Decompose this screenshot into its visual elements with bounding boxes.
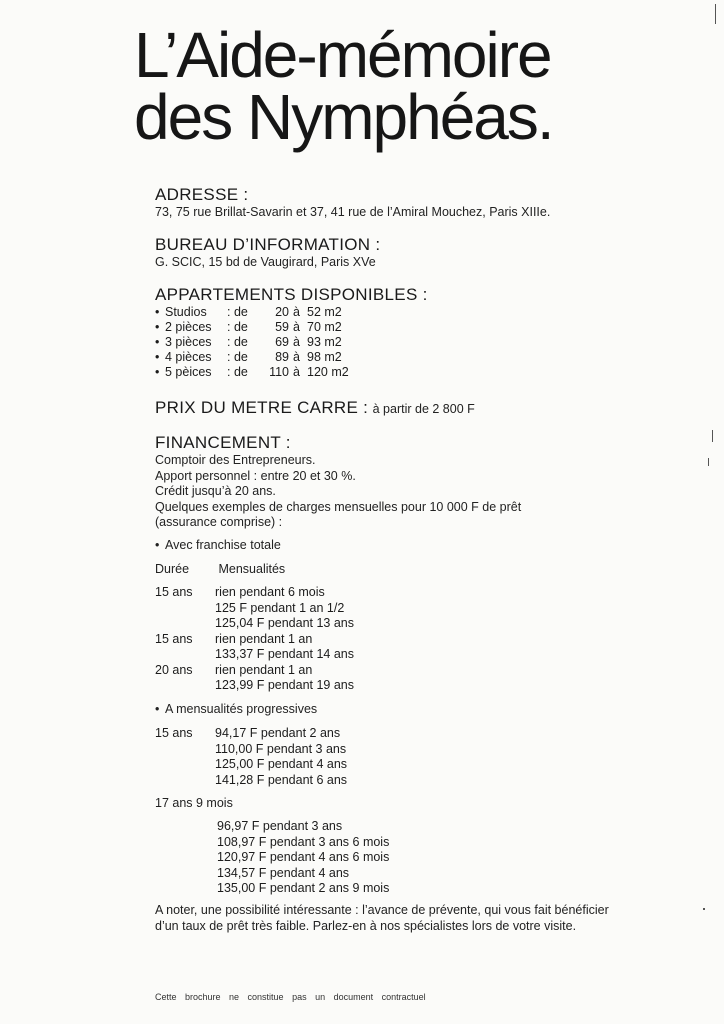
apartment-to-word: à (293, 335, 300, 349)
scan-mark (708, 458, 709, 466)
row-mensualite: 133,37 F pendant 14 ans (215, 647, 355, 661)
apartment-type: 3 pièces (165, 335, 212, 349)
apartment-item (155, 320, 428, 335)
table-row (155, 616, 354, 632)
apartment-from: 89 (275, 350, 289, 364)
prix-text: à partir de 2 800 F (372, 402, 475, 416)
scan-mark (712, 430, 713, 442)
table-row (155, 585, 354, 601)
table-row: 108,97 F pendant 3 ans 6 mois (217, 834, 390, 849)
apartment-from: 20 (275, 305, 289, 319)
apartment-item (155, 350, 428, 365)
apartment-type: 4 pièces (165, 350, 212, 364)
adresse-heading: ADRESSE : (155, 185, 249, 204)
apartment-item (155, 335, 428, 350)
row-mensualite: rien pendant 1 an (215, 631, 313, 646)
table-row: 120,97 F pendant 4 ans 6 mois (217, 850, 390, 864)
apartment-item (155, 305, 428, 320)
financement-intro (155, 453, 521, 531)
table-row: 135,00 F pendant 2 ans 9 mois (217, 881, 390, 895)
financement-heading: FINANCEMENT : (155, 433, 291, 452)
section1-table (155, 585, 354, 694)
bullet-icon: • (155, 350, 160, 364)
note-section (155, 902, 609, 934)
table-row (155, 757, 347, 773)
apartment-from-word: : de (227, 305, 248, 319)
row-mensualite: 125,04 F pendant 13 ans (215, 616, 355, 630)
section3-table (217, 819, 389, 897)
financement-line: Crédit jusqu’à 20 ans. (155, 484, 276, 498)
adresse-section (155, 185, 550, 221)
apartment-type: 2 pièces (165, 320, 212, 334)
apartment-to-word: à (293, 350, 300, 364)
row-mensualite: rien pendant 1 an (215, 662, 313, 677)
table-row: 134,57 F pendant 4 ans (217, 865, 350, 880)
bullet-icon: • (155, 538, 160, 552)
section3-duree: 17 ans 9 mois (155, 796, 233, 810)
apartment-from-word: : de (227, 350, 248, 364)
appartements-heading: APPARTEMENTS DISPONIBLES : (155, 285, 428, 304)
table-row (155, 726, 347, 742)
scan-mark (703, 908, 705, 910)
appartements-section (155, 285, 428, 380)
col-duree: Durée (155, 562, 190, 576)
row-mensualite: 94,17 F pendant 2 ans (215, 726, 341, 740)
note-line: A noter, une possibilité intéressante : l’avance de prévente, qui vous fait bénéficier (155, 903, 609, 917)
row-duree: 15 ans (155, 726, 193, 740)
bullet-icon: • (155, 320, 160, 334)
section1-title: • Avec franchise totale (155, 538, 281, 552)
section2-title: • A mensualités progressives (155, 702, 318, 716)
row-mensualite: rien pendant 6 mois (215, 585, 325, 599)
apartment-to-word: à (293, 365, 300, 379)
prix-heading: PRIX DU METRE CARRE : (155, 398, 369, 417)
table-row (155, 773, 347, 789)
bureau-section (155, 235, 380, 271)
financement-section (155, 433, 521, 531)
row-mensualite: 125 F pendant 1 an 1/2 (215, 600, 345, 615)
apartment-to: 93 m2 (307, 335, 342, 349)
apartment-to: 98 m2 (307, 350, 342, 364)
bureau-heading: BUREAU D’INFORMATION : (155, 235, 381, 254)
row-duree: 20 ans (155, 662, 193, 677)
apartment-to: 120 m2 (307, 365, 349, 379)
appartements-list (155, 305, 428, 380)
row-mensualite: 141,28 F pendant 6 ans (215, 772, 348, 787)
apartment-from: 59 (275, 320, 289, 334)
title-line-2: des Nymphéas. (134, 81, 553, 153)
apartment-to-word: à (293, 320, 300, 334)
apartment-from: 110 (269, 365, 289, 379)
apartment-item (155, 365, 428, 380)
col-mensualites: Mensualités (218, 562, 286, 576)
bullet-icon: • (155, 365, 160, 379)
table-row (155, 742, 347, 758)
table-row (155, 647, 354, 663)
apartment-type: Studios (165, 305, 207, 319)
bullet-icon: • (155, 335, 160, 349)
apartment-from: 69 (275, 335, 289, 349)
financement-line: Quelques exemples de charges mensuelles pour 10 000 F de prêt (155, 499, 522, 514)
prix-section (155, 398, 475, 418)
table-row (155, 663, 354, 679)
apartment-from-word: : de (227, 320, 248, 334)
apartment-from-word: : de (227, 365, 248, 379)
row-mensualite: 123,99 F pendant 19 ans (215, 678, 355, 692)
bullet-icon: • (155, 702, 160, 716)
row-duree: 15 ans (155, 585, 193, 599)
apartment-type: 5 pèices (165, 365, 212, 379)
row-mensualite: 125,00 F pendant 4 ans (215, 757, 348, 771)
note-line: d’un taux de prêt très faible. Parlez-en à nos spécialistes lors de votre visite. (155, 919, 577, 933)
adresse-text: 73, 75 rue Brillat-Savarin et 37, 41 rue de l’Amiral Mouchez, Paris XIIIe. (155, 205, 551, 219)
table-row (155, 678, 354, 694)
table-row (155, 632, 354, 648)
bullet-icon: • (155, 305, 160, 319)
apartment-to: 52 m2 (307, 305, 342, 319)
financement-line: Apport personnel : entre 20 et 30 %. (155, 468, 356, 483)
financement-line: (assurance comprise) : (155, 515, 283, 529)
scan-mark (715, 4, 716, 24)
row-mensualite: 110,00 F pendant 3 ans (215, 741, 347, 756)
financement-line: Comptoir des Entrepreneurs. (155, 453, 316, 467)
apartment-to: 70 m2 (307, 320, 342, 334)
table-row (155, 601, 354, 617)
apartment-from-word: : de (227, 335, 248, 349)
page-title (134, 19, 553, 153)
table-header (155, 562, 285, 576)
bureau-text: G. SCIC, 15 bd de Vaugirard, Paris XVe (155, 255, 376, 269)
title-line-1: L’Aide-mémoire (134, 19, 551, 91)
apartment-to-word: à (293, 305, 300, 319)
footer-disclaimer: Cette brochure ne constitue pas un document contractuel (155, 992, 426, 1002)
section2-table (155, 726, 347, 788)
row-duree: 15 ans (155, 631, 193, 646)
table-row: 96,97 F pendant 3 ans (217, 819, 343, 833)
